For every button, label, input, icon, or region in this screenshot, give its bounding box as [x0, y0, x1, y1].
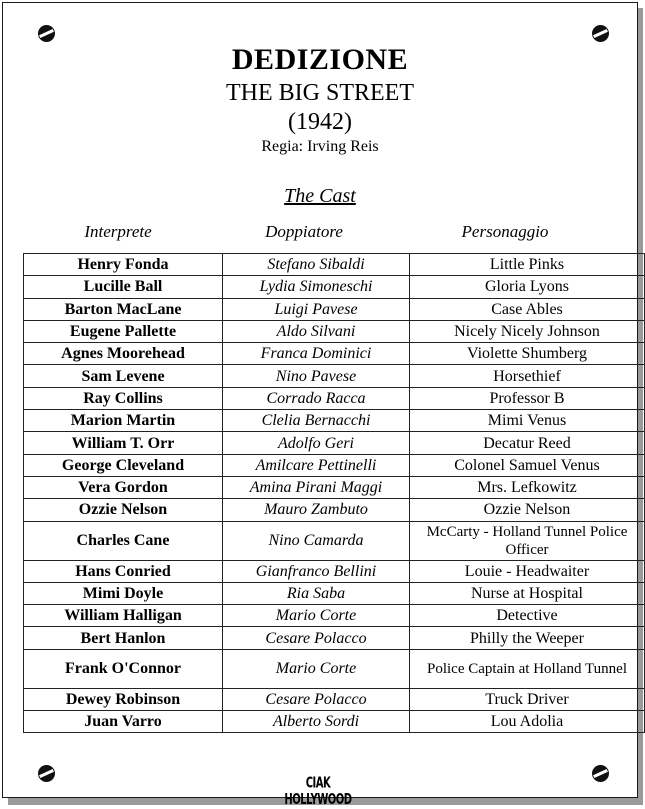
- cast-voice-cell: Franca Dominici: [223, 343, 410, 365]
- cast-voice-cell: Alberto Sordi: [223, 711, 410, 733]
- cast-voice-cell: Cesare Polacco: [223, 688, 410, 710]
- cast-role-cell: Truck Driver: [410, 688, 645, 710]
- cast-role-cell: Horsethief: [410, 365, 645, 387]
- cast-role-cell: Police Captain at Holland Tunnel: [410, 649, 645, 688]
- table-row: [24, 711, 645, 733]
- ciak-hollywood-logo: CIAK HOLLYWOOD: [284, 775, 352, 809]
- cast-actor-cell: Henry Fonda: [24, 254, 223, 276]
- table-row: [24, 410, 645, 432]
- cast-role-cell: Detective: [410, 605, 645, 627]
- cast-voice-cell: Luigi Pavese: [223, 298, 410, 320]
- cast-voice-cell: Mario Corte: [223, 605, 410, 627]
- table-row: [24, 649, 645, 688]
- cast-actor-cell: Ray Collins: [24, 387, 223, 409]
- plaque-title: DEDIZIONE: [231, 43, 409, 76]
- cast-heading: The Cast: [284, 185, 356, 207]
- cast-actor-cell: Frank O'Connor: [24, 649, 223, 688]
- plaque: [2, 2, 638, 809]
- cast-actor-cell: Agnes Moorehead: [24, 343, 223, 365]
- table-row: [24, 688, 645, 710]
- cast-actor-cell: Charles Cane: [24, 521, 223, 560]
- screw-icon: [38, 765, 55, 782]
- cast-actor-cell: Barton MacLane: [24, 298, 223, 320]
- cast-actor-cell: Dewey Robinson: [24, 688, 223, 710]
- cast-voice-cell: Nino Camarda: [223, 521, 410, 560]
- cast-voice-cell: Mauro Zambuto: [223, 499, 410, 521]
- cast-voice-cell: Nino Pavese: [223, 365, 410, 387]
- film-title: THE BIG STREET: [226, 80, 414, 106]
- table-row: [24, 454, 645, 476]
- cast-actor-cell: Sam Levene: [24, 365, 223, 387]
- cast-voice-cell: Amilcare Pettinelli: [223, 454, 410, 476]
- cast-table: [23, 253, 645, 733]
- cast-actor-cell: Juan Varro: [24, 711, 223, 733]
- film-year: (1942): [288, 109, 352, 135]
- table-row: [24, 365, 645, 387]
- column-header-actor: Interprete: [84, 222, 152, 241]
- cast-role-cell: McCarty - Holland Tunnel Police Officer: [410, 521, 645, 560]
- cast-role-cell: Mrs. Lefkowitz: [410, 476, 645, 498]
- cast-role-cell: Philly the Weeper: [410, 627, 645, 649]
- cast-actor-cell: Ozzie Nelson: [24, 499, 223, 521]
- table-row: [24, 560, 645, 582]
- cast-actor-cell: Lucille Ball: [24, 276, 223, 298]
- cast-actor-cell: Vera Gordon: [24, 476, 223, 498]
- cast-voice-cell: Aldo Silvani: [223, 320, 410, 342]
- table-row: [24, 343, 645, 365]
- table-row: [24, 432, 645, 454]
- cast-voice-cell: Lydia Simoneschi: [223, 276, 410, 298]
- table-row: [24, 582, 645, 604]
- table-row: [24, 320, 645, 342]
- cast-role-cell: Professor B: [410, 387, 645, 409]
- cast-actor-cell: Bert Hanlon: [24, 627, 223, 649]
- cast-actor-cell: Hans Conried: [24, 560, 223, 582]
- cast-role-cell: Little Pinks: [410, 254, 645, 276]
- cast-voice-cell: Corrado Racca: [223, 387, 410, 409]
- cast-voice-cell: Amina Pirani Maggi: [223, 476, 410, 498]
- cast-role-cell: Violette Shumberg: [410, 343, 645, 365]
- table-row: [24, 605, 645, 627]
- cast-voice-cell: Clelia Bernacchi: [223, 410, 410, 432]
- table-row: [24, 298, 645, 320]
- cast-role-cell: Gloria Lyons: [410, 276, 645, 298]
- cast-voice-cell: Adolfo Geri: [223, 432, 410, 454]
- cast-voice-cell: Ria Saba: [223, 582, 410, 604]
- table-row: [24, 476, 645, 498]
- cast-actor-cell: William Halligan: [24, 605, 223, 627]
- cast-role-cell: Ozzie Nelson: [410, 499, 645, 521]
- director-credit: Regia: Irving Reis: [261, 138, 379, 155]
- screw-icon: [38, 25, 55, 42]
- cast-role-cell: Lou Adolia: [410, 711, 645, 733]
- cast-role-cell: Nurse at Hospital: [410, 582, 645, 604]
- cast-role-cell: Nicely Nicely Johnson: [410, 320, 645, 342]
- column-header-role: Personaggio: [461, 222, 549, 241]
- cast-role-cell: Colonel Samuel Venus: [410, 454, 645, 476]
- table-row: [24, 387, 645, 409]
- cast-actor-cell: Eugene Pallette: [24, 320, 223, 342]
- cast-role-cell: Decatur Reed: [410, 432, 645, 454]
- table-row: [24, 499, 645, 521]
- table-row: [24, 521, 645, 560]
- column-header-voice: Doppiatore: [265, 222, 343, 241]
- cast-actor-cell: William T. Orr: [24, 432, 223, 454]
- cast-actor-cell: Marion Martin: [24, 410, 223, 432]
- cast-role-cell: Case Ables: [410, 298, 645, 320]
- screw-icon: [592, 765, 609, 782]
- table-row: [24, 276, 645, 298]
- cast-voice-cell: Stefano Sibaldi: [223, 254, 410, 276]
- table-row: [24, 254, 645, 276]
- table-row: [24, 627, 645, 649]
- cast-voice-cell: Mario Corte: [223, 649, 410, 688]
- cast-actor-cell: George Cleveland: [24, 454, 223, 476]
- cast-voice-cell: Gianfranco Bellini: [223, 560, 410, 582]
- screw-icon: [592, 25, 609, 42]
- cast-role-cell: Louie - Headwaiter: [410, 560, 645, 582]
- cast-actor-cell: Mimi Doyle: [24, 582, 223, 604]
- cast-role-cell: Mimi Venus: [410, 410, 645, 432]
- cast-voice-cell: Cesare Polacco: [223, 627, 410, 649]
